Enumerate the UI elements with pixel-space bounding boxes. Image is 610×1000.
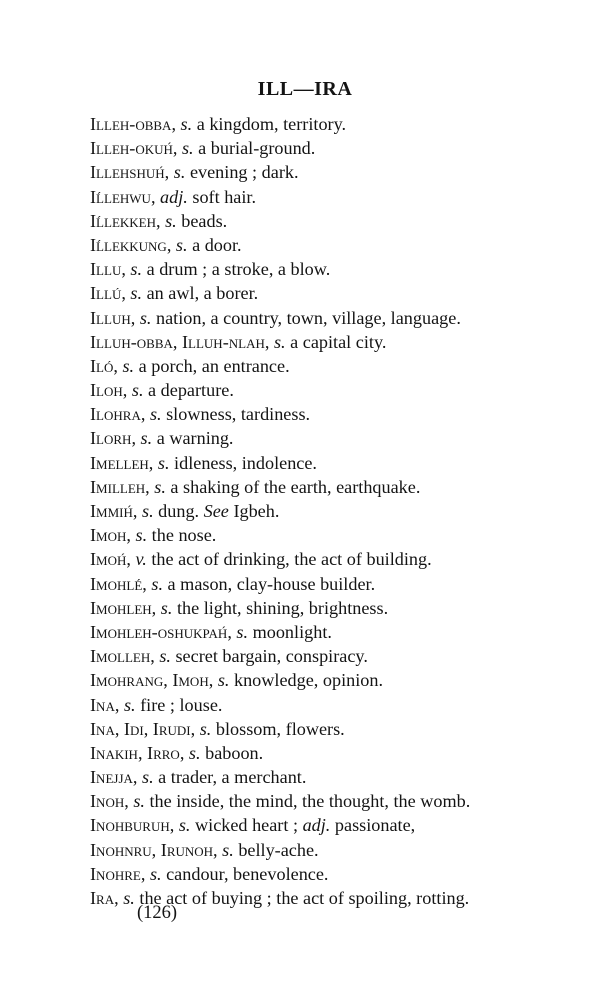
entry-definition: baboon. [205, 742, 264, 763]
dictionary-entry: Imilleh, s. a shaking of the earth, earthquake. [90, 476, 421, 497]
entry-part-of-speech: s. [123, 888, 135, 908]
entry-headword: Ilohra [90, 404, 141, 425]
entry-definition: a kingdom, territory. [196, 114, 347, 134]
entry-list [90, 112, 570, 910]
dictionary-entry: Ina, s. fire ; louse. [90, 694, 223, 715]
entry-definition: a burial-ground. [198, 138, 316, 159]
entry-part-of-speech: s. [180, 114, 193, 134]
entry-headword: Ina, Idi, Irudi [90, 718, 191, 739]
dictionary-entry: Inohre, s. candour, benevolence. [90, 863, 329, 884]
dictionary-entry: Iĺlekkeh, s. beads. [90, 210, 228, 231]
dictionary-entry: Iloh, s. a departure. [90, 380, 234, 401]
dictionary-entry: Imoh́, v. the act of drinking, the act of building. [90, 549, 432, 570]
dictionary-entry: Iĺlekkung, s. a door. [90, 234, 242, 255]
entry-see-label: See [203, 501, 229, 521]
entry-definition: the nose. [151, 525, 217, 546]
dictionary-entry: Illeh-obba, s. a kingdom, territory. [90, 114, 347, 134]
entry-headword: Ina [90, 694, 115, 715]
entry-definition: a capital city. [290, 331, 387, 352]
dictionary-entry: Iĺlehwu, adj. soft hair. [90, 186, 257, 207]
entry-definition: secret bargain, conspiracy. [175, 646, 368, 667]
entry-definition: a mason, clay-house builder. [167, 573, 376, 594]
entry-headword: Imohleh [90, 597, 152, 618]
entry-headword: Imohleh-oshukpah́ [90, 621, 228, 642]
entry-definition: knowledge, opinion. [233, 670, 384, 691]
entry-headword: Imilleh [90, 476, 146, 497]
entry-part-of-speech: s. [140, 428, 153, 449]
entry-headword: Inejja [90, 767, 133, 788]
entry-headword: Iló [90, 355, 114, 376]
entry-part-of-speech: s. [236, 621, 249, 642]
entry-definition: evening ; dark. [189, 162, 299, 183]
entry-headword: Illú [90, 283, 122, 304]
entry-definition: candour, benevolence. [166, 863, 329, 884]
entry-part-of-speech: s. [188, 742, 201, 763]
dictionary-entry: Inejja, s. a trader, a merchant. [90, 767, 307, 788]
entry-definition: the act of drinking, the act of building. [151, 549, 432, 570]
entry-part-of-speech: s. [149, 863, 162, 884]
entry-definition: soft hair. [192, 186, 257, 207]
entry-part-of-speech: s. [222, 839, 234, 860]
entry-part-of-speech: s. [217, 670, 230, 691]
dictionary-entry: Inohnru, Irunoh, s. belly-ache. [90, 839, 319, 860]
entry-definition: blossom, flowers. [215, 718, 345, 739]
entry-part-of-speech: s. [142, 501, 154, 521]
entry-part-of-speech: s. [173, 162, 186, 183]
entry-part-of-speech: s. [131, 380, 144, 401]
entry-definition: fire ; louse. [140, 694, 223, 715]
dictionary-entry: Immih́, s. dung. See Igbeh. [90, 501, 280, 521]
dictionary-entry: Iló, s. a porch, an entrance. [90, 355, 290, 376]
entry-part-of-speech: s. [123, 694, 136, 715]
entry-see-target: Igbeh. [233, 501, 280, 521]
dictionary-entry: Imohlé, s. a mason, clay-house builder. [90, 573, 376, 594]
entry-definition: a trader, a merchant. [158, 767, 307, 788]
entry-part-of-speech: v. [135, 549, 147, 570]
entry-headword: Iloh [90, 380, 123, 401]
dictionary-entry: Illuh, s. nation, a country, town, village, language. [90, 307, 461, 328]
dictionary-entry: Ilorh, s. a warning. [90, 428, 234, 449]
dictionary-entry: Illeh-okuh́, s. a burial-ground. [90, 138, 316, 159]
entry-extra-part-of-speech: adj. [302, 815, 331, 836]
dictionary-entry: Imoh, s. the nose. [90, 525, 217, 546]
dictionary-entry: Ilohra, s. slowness, tardiness. [90, 404, 311, 425]
entry-part-of-speech: s. [178, 815, 191, 836]
entry-part-of-speech: s. [157, 452, 170, 473]
entry-headword: Inakih, Irro [90, 742, 180, 763]
dictionary-entry: Ina, Idi, Irudi, s. blossom, flowers. [90, 718, 345, 739]
entry-part-of-speech: s. [149, 404, 162, 425]
entry-part-of-speech: s. [199, 718, 212, 739]
dictionary-entry: Ira, s. the act of buying ; the act of spoiling, rotting. [90, 888, 470, 908]
dictionary-entry: Illú, s. an awl, a borer. [90, 283, 259, 304]
entry-headword: Illu [90, 259, 122, 280]
entry-headword: Illuh [90, 307, 131, 328]
page-number: (126) [137, 903, 178, 923]
entry-headword: Imohrang, Imoh [90, 670, 209, 691]
entry-part-of-speech: s. [165, 210, 177, 231]
entry-definition: a shaking of the earth, earthquake. [170, 476, 421, 497]
entry-definition: a drum ; a stroke, a blow. [146, 259, 331, 280]
entry-definition: slowness, tardiness. [166, 404, 311, 425]
entry-definition: beads. [181, 210, 228, 231]
entry-definition: dung. [158, 501, 200, 521]
entry-definition: idleness, indolence. [174, 452, 317, 473]
entry-headword: Illehshuh́ [90, 162, 165, 183]
entry-definition: a porch, an entrance. [138, 355, 290, 376]
entry-headword: Ilorh [90, 428, 132, 449]
running-head: ILL—IRA [257, 78, 353, 100]
entry-headword: Imelleh [90, 452, 149, 473]
entry-part-of-speech: s. [181, 138, 194, 159]
entry-headword: Inohnru, Irunoh [90, 839, 214, 860]
dictionary-entry: Imelleh, s. idleness, indolence. [90, 452, 317, 473]
entry-part-of-speech: s. [154, 476, 166, 497]
entry-headword: Imohlé [90, 573, 143, 594]
entry-headword: Illeh-obba [90, 114, 172, 134]
entry-definition: a departure. [148, 380, 234, 401]
entry-headword: Inohre [90, 863, 141, 884]
entry-part-of-speech: s. [151, 573, 163, 594]
entry-part-of-speech: s. [135, 525, 148, 546]
entry-headword: Illeh-okuh́ [90, 138, 173, 159]
entry-definition: an awl, a borer. [146, 283, 259, 304]
entry-definition: a door. [192, 234, 242, 255]
entry-headword: Illuh-obba, Illuh-nlah [90, 331, 265, 352]
dictionary-entry: Illuh-obba, Illuh-nlah, s. a capital city. [90, 331, 387, 352]
entry-headword: Imoh́ [90, 549, 127, 570]
entry-headword: Immih́ [90, 501, 133, 521]
dictionary-entry: Inohburuh, s. wicked heart ; adj. passionate, [90, 815, 416, 836]
entry-definition: belly-ache. [238, 839, 319, 860]
dictionary-entry: Illu, s. a drum ; a stroke, a blow. [90, 259, 331, 280]
entry-headword: Imoh [90, 525, 127, 546]
entry-part-of-speech: s. [133, 791, 145, 812]
dictionary-entry: Imolleh, s. secret bargain, conspiracy. [90, 646, 368, 667]
dictionary-entry: Inakih, Irro, s. baboon. [90, 742, 264, 763]
entry-definition: the act of buying ; the act of spoiling, rotting. [139, 888, 470, 908]
entry-part-of-speech: s. [160, 597, 173, 618]
dictionary-entry: Imohleh, s. the light, shining, brightness. [90, 597, 389, 618]
entry-part-of-speech: adj. [160, 186, 188, 207]
entry-definition: a warning. [156, 428, 234, 449]
entry-headword: Imolleh [90, 646, 151, 667]
entry-headword: Inohburuh [90, 815, 170, 836]
entry-part-of-speech: s. [130, 283, 143, 304]
entry-definition: wicked heart ; [195, 815, 299, 836]
entry-definition: the inside, the mind, the thought, the womb. [149, 791, 471, 812]
dictionary-entry: Imohrang, Imoh, s. knowledge, opinion. [90, 670, 384, 691]
entry-part-of-speech: s. [142, 767, 154, 788]
entry-headword: Inoh [90, 791, 125, 812]
entry-part-of-speech: s. [273, 331, 286, 352]
entry-definition: nation, a country, town, village, language. [155, 307, 461, 328]
entry-part-of-speech: s. [139, 307, 152, 328]
entry-part-of-speech: s. [122, 355, 135, 376]
entry-definition: the light, shining, brightness. [176, 597, 389, 618]
entry-headword: Iĺlekkung [90, 234, 167, 255]
entry-part-of-speech: s. [159, 646, 171, 667]
entry-extra-definition: passionate, [334, 815, 416, 836]
entry-part-of-speech: s. [175, 234, 188, 255]
entry-headword: Iĺlehwu [90, 186, 151, 207]
entry-definition: moonlight. [252, 621, 332, 642]
dictionary-entry: Inoh, s. the inside, the mind, the thought, the womb. [90, 791, 471, 812]
entry-headword: Iĺlekkeh [90, 210, 156, 231]
entry-headword: Ira [90, 888, 115, 908]
dictionary-entry: Imohleh-oshukpah́, s. moonlight. [90, 621, 332, 642]
entry-part-of-speech: s. [130, 259, 143, 280]
dictionary-entry: Illehshuh́, s. evening ; dark. [90, 162, 299, 183]
